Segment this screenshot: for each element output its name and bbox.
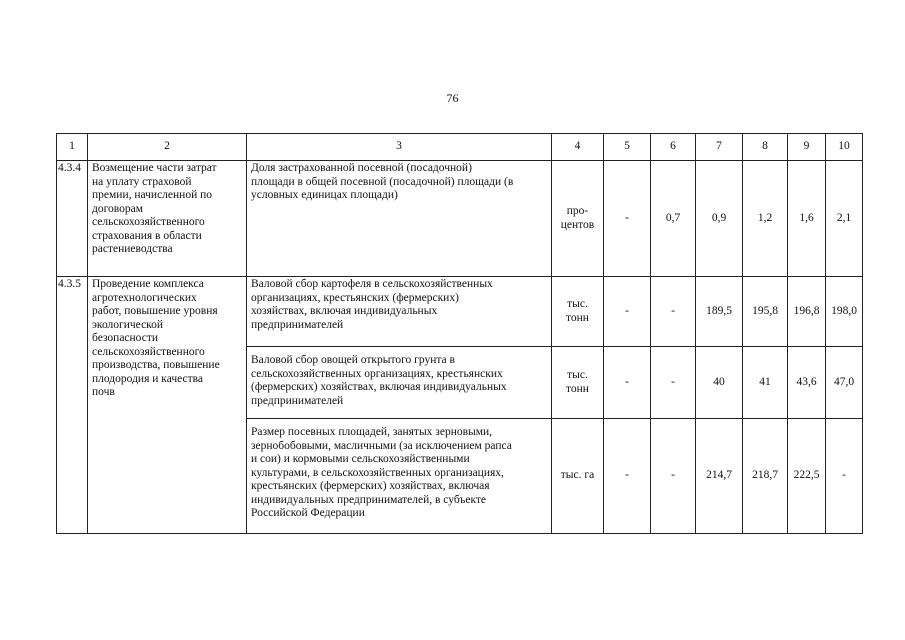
column-header: 3: [247, 134, 552, 161]
table-row: [57, 277, 863, 347]
column-header: 4: [552, 134, 604, 161]
value-cell: 218,7: [743, 419, 788, 534]
value-cell: 198,0: [826, 277, 863, 347]
table-row: [57, 161, 863, 277]
value-cell: 1,6: [788, 161, 826, 277]
program-indicators-table: [56, 133, 863, 534]
column-header: 8: [743, 134, 788, 161]
column-header: 9: [788, 134, 826, 161]
indicator-description: Доля застрахованной посевной (посадочной) площади в общей посевной (посадочной) площади (в условных единицах площади): [247, 161, 552, 277]
measure-code: 4.3.4: [57, 161, 88, 277]
value-cell: -: [826, 419, 863, 534]
value-cell: 47,0: [826, 347, 863, 419]
table-header-row: [57, 134, 863, 161]
value-cell: -: [651, 419, 696, 534]
column-header: 6: [651, 134, 696, 161]
value-cell: 41: [743, 347, 788, 419]
indicator-description: Валовой сбор картофеля в сельскохозяйственных организациях, крестьянских (фермерских) хозяйствах, включая индивидуальных предпринимателей: [247, 277, 552, 347]
value-cell: 0,7: [651, 161, 696, 277]
value-cell: -: [651, 277, 696, 347]
column-header: 1: [57, 134, 88, 161]
value-cell: 195,8: [743, 277, 788, 347]
value-cell: 214,7: [696, 419, 743, 534]
unit-cell: тыс. га: [552, 419, 604, 534]
measure-description: Возмещение части затрат на уплату страховой премии, начисленной по договорам сельскохозяйственного страхования в области растениеводства: [88, 161, 247, 277]
value-cell: 43,6: [788, 347, 826, 419]
measure-code: 4.3.5: [57, 277, 88, 534]
column-header: 7: [696, 134, 743, 161]
value-cell: -: [604, 161, 651, 277]
column-header: 2: [88, 134, 247, 161]
value-cell: 0,9: [696, 161, 743, 277]
indicator-description: Валовой сбор овощей открытого грунта в сельскохозяйственных организациях, крестьянских (фермерских) хозяйствах, включая индивидуальных предпринимателей: [247, 347, 552, 419]
indicator-description: Размер посевных площадей, занятых зерновыми, зернобобовыми, масличными (за исключением рапса и сои) и кормовыми сельскохозяйственными культурами, в сельскохозяйственных организациях, крестьянских (фермерских) хозяйствах, включая индивидуальных предпринимателей, в субъекте Российской Федерации: [247, 419, 552, 534]
unit-cell: про- центов: [552, 161, 604, 277]
unit-cell: тыс. тонн: [552, 277, 604, 347]
unit-cell: тыс. тонн: [552, 347, 604, 419]
value-cell: -: [604, 277, 651, 347]
value-cell: 2,1: [826, 161, 863, 277]
measure-description: Проведение комплекса агротехнологических работ, повышение уровня экологической безопасности сельскохозяйственного производства, повышение плодородия и качества почв: [88, 277, 247, 534]
column-header: 10: [826, 134, 863, 161]
value-cell: -: [651, 347, 696, 419]
page-number: 76: [446, 91, 459, 105]
value-cell: 222,5: [788, 419, 826, 534]
value-cell: -: [604, 419, 651, 534]
value-cell: -: [604, 347, 651, 419]
value-cell: 196,8: [788, 277, 826, 347]
column-header: 5: [604, 134, 651, 161]
value-cell: 40: [696, 347, 743, 419]
value-cell: 1,2: [743, 161, 788, 277]
value-cell: 189,5: [696, 277, 743, 347]
